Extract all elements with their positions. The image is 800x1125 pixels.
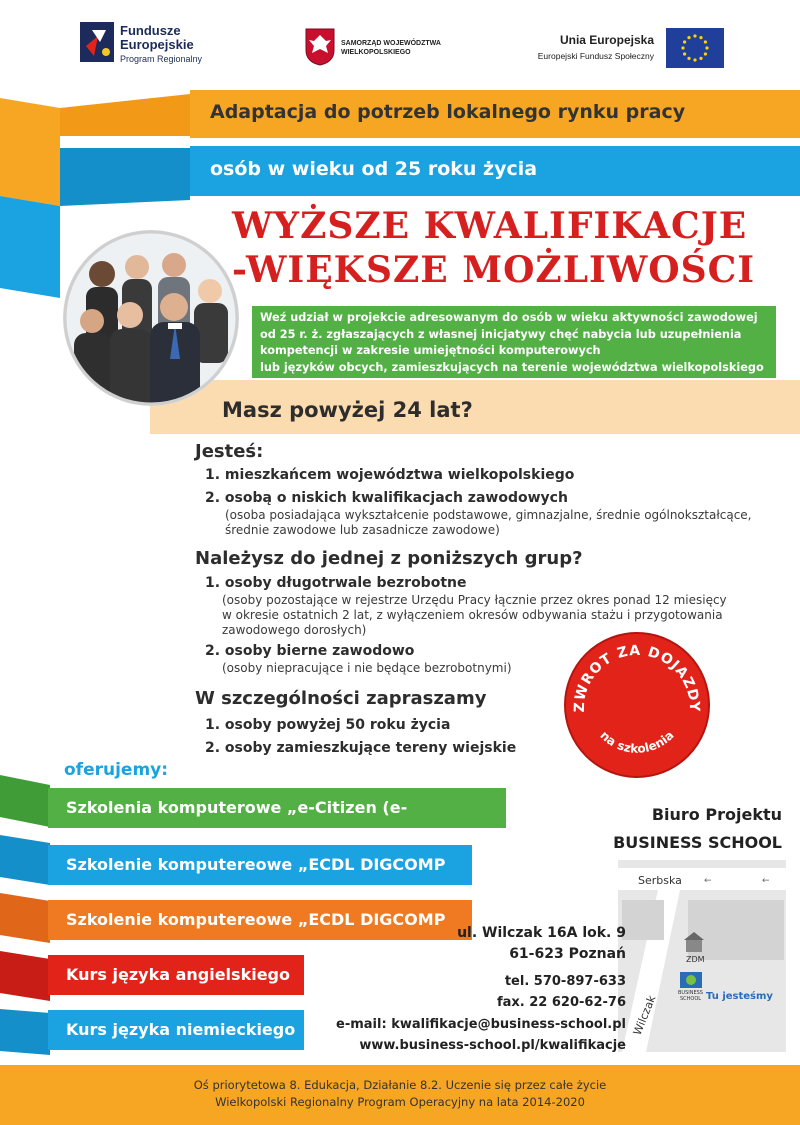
- samorzad-line2: WIELKOPOLSKIEGO: [341, 49, 411, 56]
- eu-flag-icon: [666, 28, 724, 68]
- headline-line1: WYŻSZE KWALIFIKACJE: [232, 205, 748, 247]
- eagle-shield-icon: [305, 28, 335, 66]
- offer-item-3: Szkolenie komputereowe „ECDL DIGCOMP: [48, 900, 472, 940]
- desc-line4: lub języków obcych, zamieszkujących na terenie województwa wielkopolskiego: [260, 360, 764, 374]
- band-orange-text: Adaptacja do potrzeb lokalnego rynku pracy: [210, 101, 686, 123]
- ue-line1: Unia Europejska: [559, 33, 654, 47]
- svg-text:←: ←: [704, 876, 712, 886]
- offer-item-5: Kurs języka niemieckiego: [48, 1010, 304, 1050]
- footer-line2: Wielkopolski Regionalny Program Operacyjny na lata 2014-2020: [215, 1095, 585, 1109]
- map-street-serbska: Serbska: [638, 874, 682, 887]
- badge-top-text: ZWROT ZA DOJAZDY: [571, 642, 703, 713]
- fundusze-europejskie-logo: [80, 22, 230, 70]
- jestes-item2-note2: średnie zawodowe lub zasadnicze zawodowe): [225, 523, 500, 537]
- biuro-line1: Biuro Projektu: [651, 805, 782, 824]
- travel-refund-badge: [562, 630, 712, 780]
- location-map: [618, 860, 786, 1052]
- offer-item-1: Szkolenia komputerowe „e-Citizen (e-: [48, 788, 506, 828]
- map-bs-label1: BUSINESS: [678, 990, 703, 996]
- jestes-item2-note1: (osoba posiadająca wykształcenie podstawowe, gimnazjalne, średnie ogólnokształcące,: [225, 508, 752, 522]
- unia-europejska-logo: [520, 26, 730, 70]
- grupy-item2: 2. osoby bierne zawodowo: [205, 643, 415, 659]
- desc-line3: kompetencji w zakresie umiejętności komputerowych: [260, 344, 601, 357]
- map-street-wilczak: Wilczak: [630, 993, 659, 1038]
- grupy-item1: 1. osoby długotrwale bezrobotne: [205, 575, 467, 591]
- map-zdm: ZDM: [686, 955, 705, 964]
- jestes-item2: 2. osobą o niskich kwalifikacjach zawodowych: [205, 490, 568, 506]
- fe-star-icon: [80, 22, 114, 62]
- map-here: Tu jesteśmy: [706, 991, 773, 1002]
- zapraszamy-item2: 2. osoby zamieszkujące tereny wiejskie: [205, 740, 517, 756]
- grupy-item1-note3: zawodowego dorosłych): [222, 623, 367, 637]
- team-photo: [62, 229, 240, 407]
- offer-item-2: Szkolenie komputereowe „ECDL DIGCOMP: [48, 845, 472, 885]
- zapraszamy-item1: 1. osoby powyżej 50 roku życia: [205, 717, 451, 733]
- project-description-box: [252, 306, 776, 378]
- badge-bottom-text: na szkolenia: [597, 728, 677, 756]
- headline-line2: -WIĘKSZE MOŻLIWOŚCI: [232, 249, 756, 291]
- map-bs-label2: SCHOOL: [680, 996, 702, 1002]
- contact-www[interactable]: www.business-school.pl/kwalifikacje: [359, 1038, 626, 1053]
- footer-bar: [0, 1065, 800, 1125]
- samorzad-logo: [305, 28, 455, 68]
- svg-text:←: ←: [762, 876, 770, 886]
- footer-line1: Oś priorytetowa 8. Edukacja, Działanie 8.2. Uczenie się przez całe życie: [193, 1078, 607, 1092]
- grupy-item2-note: (osoby niepracujące i nie będące bezrobotnymi): [222, 661, 512, 675]
- jestes-heading: Jesteś:: [195, 441, 264, 462]
- samorzad-line1: SAMORZĄD WOJEWÓDZTWA: [341, 40, 441, 47]
- contact-address1: ul. Wilczak 16A lok. 9: [457, 925, 626, 941]
- fe-line2: Europejskie: [120, 37, 194, 52]
- contact-tel: tel. 570-897-633: [504, 974, 626, 989]
- jestes-item1: 1. mieszkańcem województwa wielkopolskiego: [205, 467, 575, 483]
- contact-address2: 61-623 Poznań: [509, 946, 626, 962]
- business-school-marker-icon: [680, 972, 702, 988]
- fe-line1: Fundusze: [120, 23, 181, 38]
- age-question: Masz powyżej 24 lat?: [222, 398, 473, 422]
- ue-line2: Europejski Fundusz Społeczny: [537, 51, 654, 61]
- contact-email[interactable]: e-mail: kwalifikacje@business-school.pl: [336, 1017, 626, 1032]
- band-blue-text: osób w wieku od 25 roku życia: [210, 158, 538, 180]
- offer-item-4: Kurs języka angielskiego: [48, 955, 304, 995]
- grupy-item1-note1: (osoby pozostające w rejestrze Urzędu Pracy łącznie przez okres ponad 12 miesięcy: [222, 593, 727, 607]
- grupy-heading: Należysz do jednej z poniższych grup?: [195, 548, 583, 569]
- contact-fax: fax. 22 620-62-76: [496, 995, 626, 1010]
- biuro-line2: BUSINESS SCHOOL: [613, 833, 782, 852]
- grupy-item1-note2: w okresie ostatnich 2 lat, z wyłączeniem okresów odbywania stażu i przygotowania: [222, 608, 723, 622]
- zapraszamy-heading: W szczególności zapraszamy: [195, 688, 487, 709]
- offer-heading: oferujemy:: [64, 760, 169, 780]
- desc-line1: Weź udział w projekcie adresowanym do osób w wieku aktywności zawodowej: [260, 311, 758, 324]
- desc-line2: od 25 r. ż. zgłaszających z własnej inicjatywy chęć nabycia lub uzupełnienia: [260, 327, 742, 341]
- fe-line3: Program Regionalny: [120, 54, 203, 64]
